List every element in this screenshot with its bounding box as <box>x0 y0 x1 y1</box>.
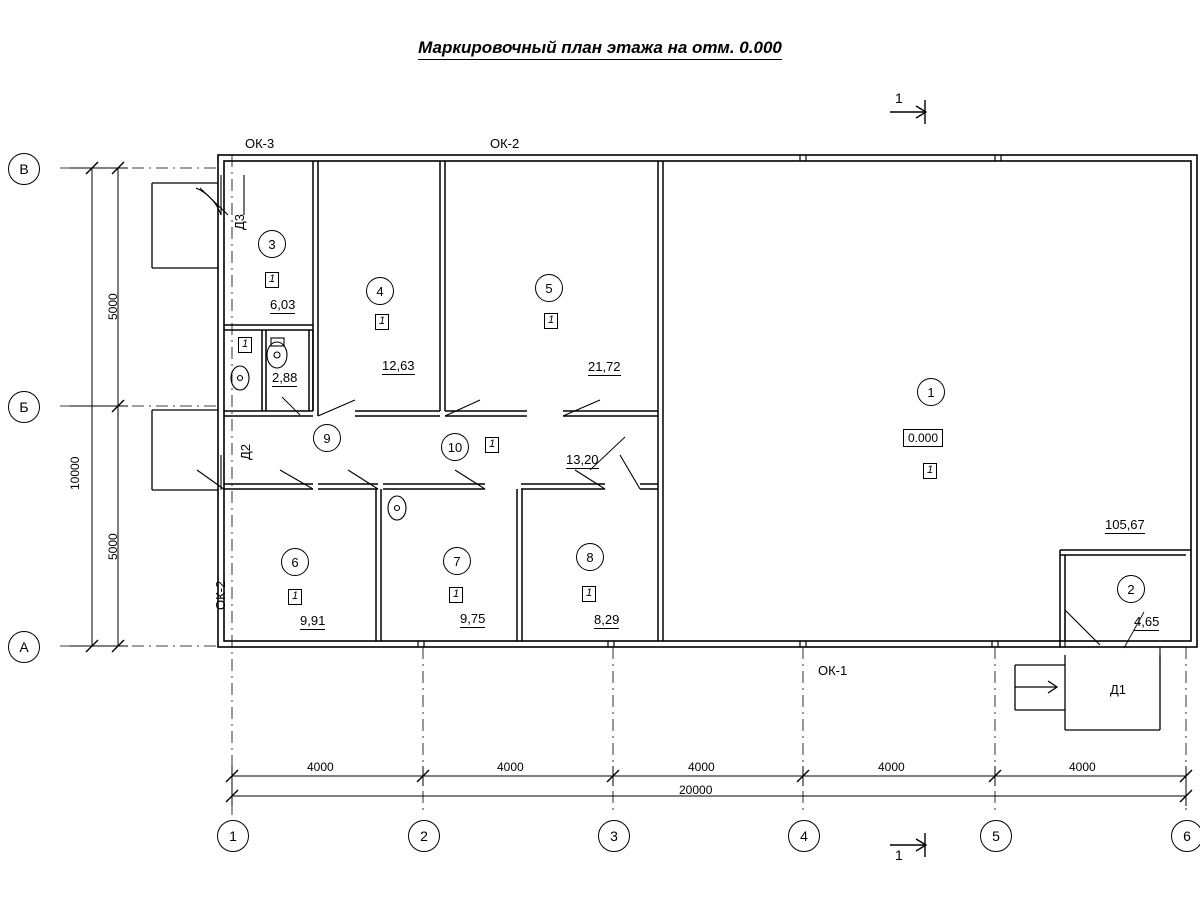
axis-bubble-h-4[interactable]: 5 <box>980 820 1012 852</box>
section-mark-top-label: 1 <box>895 90 903 106</box>
axis-bubble-h-0[interactable]: 1 <box>217 820 249 852</box>
room-area-7: 9,75 <box>460 611 486 626</box>
room-elevation-1: 0.000 <box>903 429 943 447</box>
axis-bubble-h-1[interactable]: 2 <box>408 820 440 852</box>
section-mark-bottom-label: 1 <box>895 847 903 863</box>
opening-label-ok3-top: ОК-3 <box>245 136 275 151</box>
axis-bubble-h-3[interactable]: 4 <box>788 820 820 852</box>
room-category-7: 1 <box>449 587 463 603</box>
room-area-1: 105,67 <box>1105 517 1145 532</box>
room-area-8: 8,29 <box>594 612 620 627</box>
building-outer-wall <box>218 155 1197 647</box>
section-mark-lines <box>890 100 926 857</box>
axis-bubble-h-2[interactable]: 3 <box>598 820 630 852</box>
right-entrance-porch <box>1015 655 1160 730</box>
room-area-9: 2,88 <box>272 370 298 385</box>
room-category-4: 1 <box>375 314 389 330</box>
room-number-2[interactable]: 2 <box>1117 575 1145 603</box>
room-number-7[interactable]: 7 <box>443 547 471 575</box>
room-area-5: 21,72 <box>588 359 621 374</box>
vertical-dimension-chain <box>70 162 128 652</box>
door-swings <box>196 175 1160 660</box>
door-label-d2: Д2 <box>238 443 253 460</box>
axis-bubble-v-0[interactable]: В <box>8 153 40 185</box>
room-area-4: 12,63 <box>382 358 415 373</box>
dimension-vertical-0: 5000 <box>106 293 120 320</box>
room-category-8: 1 <box>582 586 596 602</box>
dimension-bay-1: 4000 <box>497 760 524 774</box>
dimension-bay-4: 4000 <box>1069 760 1096 774</box>
left-entrance-porch <box>152 183 218 490</box>
axis-bubble-v-2[interactable]: А <box>8 631 40 663</box>
door-label-d1: Д1 <box>1110 682 1127 697</box>
room-category-3: 1 <box>265 272 279 288</box>
leader-lines <box>282 397 1144 648</box>
room-area-10: 13,20 <box>566 452 599 467</box>
dimension-vertical-1: 10000 <box>68 456 82 490</box>
room-number-4[interactable]: 4 <box>366 277 394 305</box>
opening-label-ok2-left: ОК-2 <box>213 580 228 610</box>
room-number-8[interactable]: 8 <box>576 543 604 571</box>
room-area-6: 9,91 <box>300 613 326 628</box>
axis-lines <box>60 155 1186 815</box>
room-category-5: 1 <box>544 313 558 329</box>
room-number-3[interactable]: 3 <box>258 230 286 258</box>
window-marks <box>418 155 1001 647</box>
room-number-1[interactable]: 1 <box>917 378 945 406</box>
room-category-10: 1 <box>485 437 499 453</box>
dimension-bay-3: 4000 <box>878 760 905 774</box>
room-number-9[interactable]: 9 <box>313 424 341 452</box>
room-number-10[interactable]: 10 <box>441 433 469 461</box>
axis-bubble-v-1[interactable]: Б <box>8 391 40 423</box>
opening-label-ok1-bottom: ОК-1 <box>818 663 848 678</box>
dimension-bay-2: 4000 <box>688 760 715 774</box>
room-area-3: 6,03 <box>270 297 296 312</box>
drawing-title-text: Маркировочный план этажа на отм. 0.000 <box>418 38 782 60</box>
room-number-5[interactable]: 5 <box>535 274 563 302</box>
dimension-bay-0: 4000 <box>307 760 334 774</box>
room-area-2: 4,65 <box>1134 614 1160 629</box>
door-label-d3: Д3 <box>232 213 247 230</box>
axis-bubble-h-5[interactable]: 6 <box>1171 820 1200 852</box>
dimension-total: 20000 <box>679 783 713 797</box>
room-category-9: 1 <box>238 337 252 353</box>
room-number-6[interactable]: 6 <box>281 548 309 576</box>
room-category-6: 1 <box>288 589 302 605</box>
opening-label-ok2-top: ОК-2 <box>490 136 520 151</box>
dimension-vertical-2: 5000 <box>106 533 120 560</box>
room-category-1: 1 <box>923 463 937 479</box>
